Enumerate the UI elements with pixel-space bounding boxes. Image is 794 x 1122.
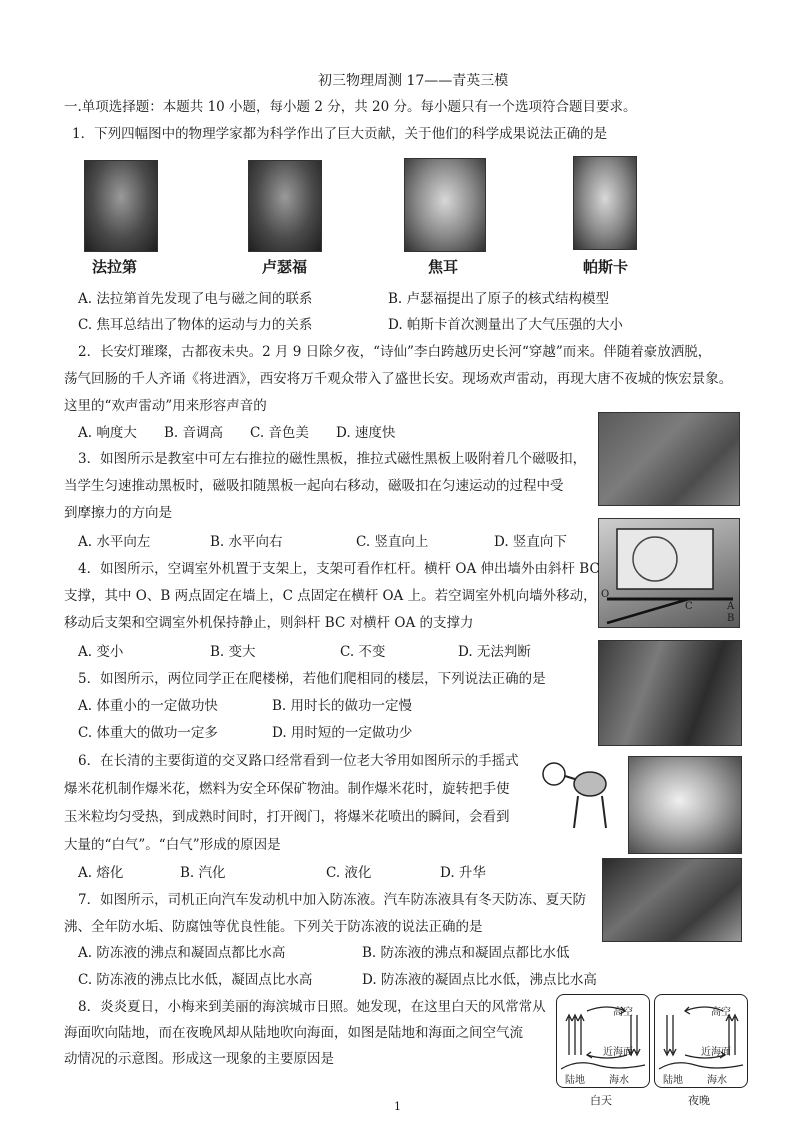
- q3-option-a: A. 水平向左: [78, 534, 151, 550]
- fig4-label-b: B: [727, 613, 735, 624]
- question-5-stem: 5．如图所示，两位同学正在爬楼梯，若他们爬相同的楼层，下列说法正确的是: [78, 671, 546, 687]
- question-3-line3: 到摩擦力的方向是: [64, 505, 172, 521]
- night-label-near-sea: 近海面: [701, 1047, 731, 1058]
- q3-option-c: C. 竖直向上: [356, 534, 429, 550]
- q5-option-c: C. 体重大的做功一定多: [78, 725, 218, 741]
- name-pascal: 帕斯卡: [583, 258, 629, 276]
- figure-air-conditioner-bracket: [598, 518, 740, 628]
- question-2-line2: 荡气回肠的千人齐诵《将进酒》，西安将万千观众带入了盛世长安。现场欢声雷动，再现大唐不夜城的恢宏景象。: [64, 371, 733, 387]
- figure-popcorn-machine: [540, 752, 612, 832]
- q4-option-c: C. 不变: [340, 644, 386, 660]
- q3-option-d: D. 竖直向下: [494, 534, 567, 550]
- caption-night: 夜晚: [688, 1094, 710, 1107]
- q2-option-d: D. 速度快: [336, 425, 396, 441]
- fig4-label-c: C: [685, 601, 693, 612]
- question-6-line3: 玉米粒均匀受热，到成熟时间时，打开阀门，将爆米花喷出的瞬间，会看到: [64, 809, 510, 825]
- question-3-line2: 当学生匀速推动黑板时，磁吸扣随黑板一起向右移动，磁吸扣在匀速运动的过程中受: [64, 478, 564, 494]
- fig4-label-o: O: [601, 589, 610, 600]
- question-8-line2: 海面吹向陆地，而在夜晚风却从陆地吹向海面，如图是陆地和海面之间空气流: [64, 1025, 523, 1041]
- portrait-rutherford: [248, 160, 322, 252]
- q7-option-c: C. 防冻液的沸点比水低，凝固点比水高: [78, 972, 313, 988]
- question-6-line4: 大量的“白气”。“白气”形成的原因是: [64, 837, 281, 853]
- question-6-line1: 6．在长清的主要街道的交叉路口经常看到一位老大爷用如图所示的手摇式: [78, 753, 519, 769]
- question-4-line2: 支撑，其中 O、B 两点固定在墙上，C 点固定在横杆 OA 上。若空调室外机向墙外移动，: [64, 588, 597, 604]
- name-joule: 焦耳: [428, 258, 459, 276]
- question-2-line3: 这里的“欢声雷动”用来形容声音的: [64, 398, 267, 414]
- question-2-line1: 2．长安灯璀璨，古都夜未央。2 月 9 日除夕夜，“诗仙”李白跨越历史长河“穿越”而来。伴随着豪放洒脱，: [78, 344, 712, 360]
- question-6-line2: 爆米花机制作爆米花，燃料为安全环保矿物油。制作爆米花时，旋转把手使: [64, 781, 510, 797]
- q7-option-d: D. 防冻液的凝固点比水低，沸点比水高: [362, 972, 597, 988]
- page-title: 初三物理周测 17——青英三模: [318, 73, 509, 89]
- question-4-line3: 移动后支架和空调室外机保持静止，则斜杆 BC 对横杆 OA 的支撑力: [64, 615, 474, 631]
- q6-option-c: C. 液化: [326, 865, 372, 881]
- q5-option-b: B. 用时长的做功一定慢: [272, 698, 413, 714]
- night-label-sky: 高空: [711, 1007, 731, 1018]
- question-7-line1: 7．如图所示，司机正向汽车发动机中加入防冻液。汽车防冻液具有冬天防冻、夏天防: [78, 892, 587, 908]
- question-8-line1: 8．炎炎夏日，小梅来到美丽的海滨城市日照。她发现，在这里白天的风常常从: [78, 999, 546, 1015]
- day-label-near-sea: 近海面: [603, 1047, 633, 1058]
- q4-option-a: A. 变小: [78, 644, 124, 660]
- question-3-line1: 3．如图所示是教室中可左右推拉的磁性黑板，推拉式磁性黑板上吸附着几个磁吸扣，: [78, 451, 587, 467]
- q1-option-a: A. 法拉第首先发现了电与磁之间的联系: [78, 291, 313, 307]
- q6-option-d: D. 升华: [440, 865, 486, 881]
- portrait-pascal: [573, 156, 637, 250]
- q2-option-c: C. 音色美: [250, 425, 309, 441]
- q6-option-a: A. 熔化: [78, 865, 124, 881]
- day-label-sky: 高空: [613, 1007, 633, 1018]
- day-label-land: 陆地: [565, 1075, 585, 1086]
- sea-breeze-diagram-day: [556, 994, 650, 1088]
- q2-option-b: B. 音调高: [164, 425, 224, 441]
- figure-popcorn-white-gas: [628, 756, 742, 854]
- portrait-faraday: [84, 160, 158, 252]
- sea-breeze-diagram-night: [654, 994, 748, 1088]
- fig4-label-a: A: [727, 601, 735, 612]
- q2-option-a: A. 响度大: [78, 425, 137, 441]
- q4-option-b: B. 变大: [210, 644, 256, 660]
- night-label-land: 陆地: [663, 1075, 683, 1086]
- question-1-stem: 1．下列四幅图中的物理学家都为科学作出了巨大贡献，关于他们的科学成果说法正确的是: [72, 126, 608, 142]
- figure-magnetic-blackboard: [598, 412, 740, 506]
- q3-option-b: B. 水平向右: [210, 534, 283, 550]
- portrait-joule: [404, 158, 486, 252]
- figure-adding-antifreeze: [602, 858, 742, 942]
- q1-option-d: D. 帕斯卡首次测量出了大气压强的大小: [388, 317, 623, 333]
- q7-option-b: B. 防冻液的沸点和凝固点都比水低: [362, 945, 570, 961]
- night-label-sea: 海水: [707, 1075, 727, 1086]
- q6-option-b: B. 汽化: [180, 865, 226, 881]
- name-faraday: 法拉第: [92, 258, 138, 276]
- q1-option-b: B. 卢瑟福提出了原子的核式结构模型: [388, 291, 610, 307]
- question-7-line2: 沸、全年防水垢、防腐蚀等优良性能。下列关于防冻液的说法正确的是: [64, 919, 483, 935]
- page-number: 1: [394, 1100, 401, 1113]
- question-8-line3: 动情况的示意图。形成这一现象的主要原因是: [64, 1051, 334, 1067]
- caption-day: 白天: [590, 1094, 612, 1107]
- day-label-sea: 海水: [609, 1075, 629, 1086]
- q5-option-a: A. 体重小的一定做功快: [78, 698, 218, 714]
- name-rutherford: 卢瑟福: [262, 258, 308, 276]
- q1-option-c: C. 焦耳总结出了物体的运动与力的关系: [78, 317, 313, 333]
- figure-students-climbing-stairs: [598, 640, 742, 746]
- question-4-line1: 4．如图所示，空调室外机置于支架上，支架可看作杠杆。横杆 OA 伸出墙外由斜杆 BC: [78, 561, 600, 577]
- q5-option-d: D. 用时短的一定做功少: [272, 725, 413, 741]
- section-header: 一.单项选择题：本题共 10 小题，每小题 2 分，共 20 分。每小题只有一个选项符合题目要求。: [64, 99, 637, 115]
- q7-option-a: A. 防冻液的沸点和凝固点都比水高: [78, 945, 286, 961]
- q4-option-d: D. 无法判断: [458, 644, 531, 660]
